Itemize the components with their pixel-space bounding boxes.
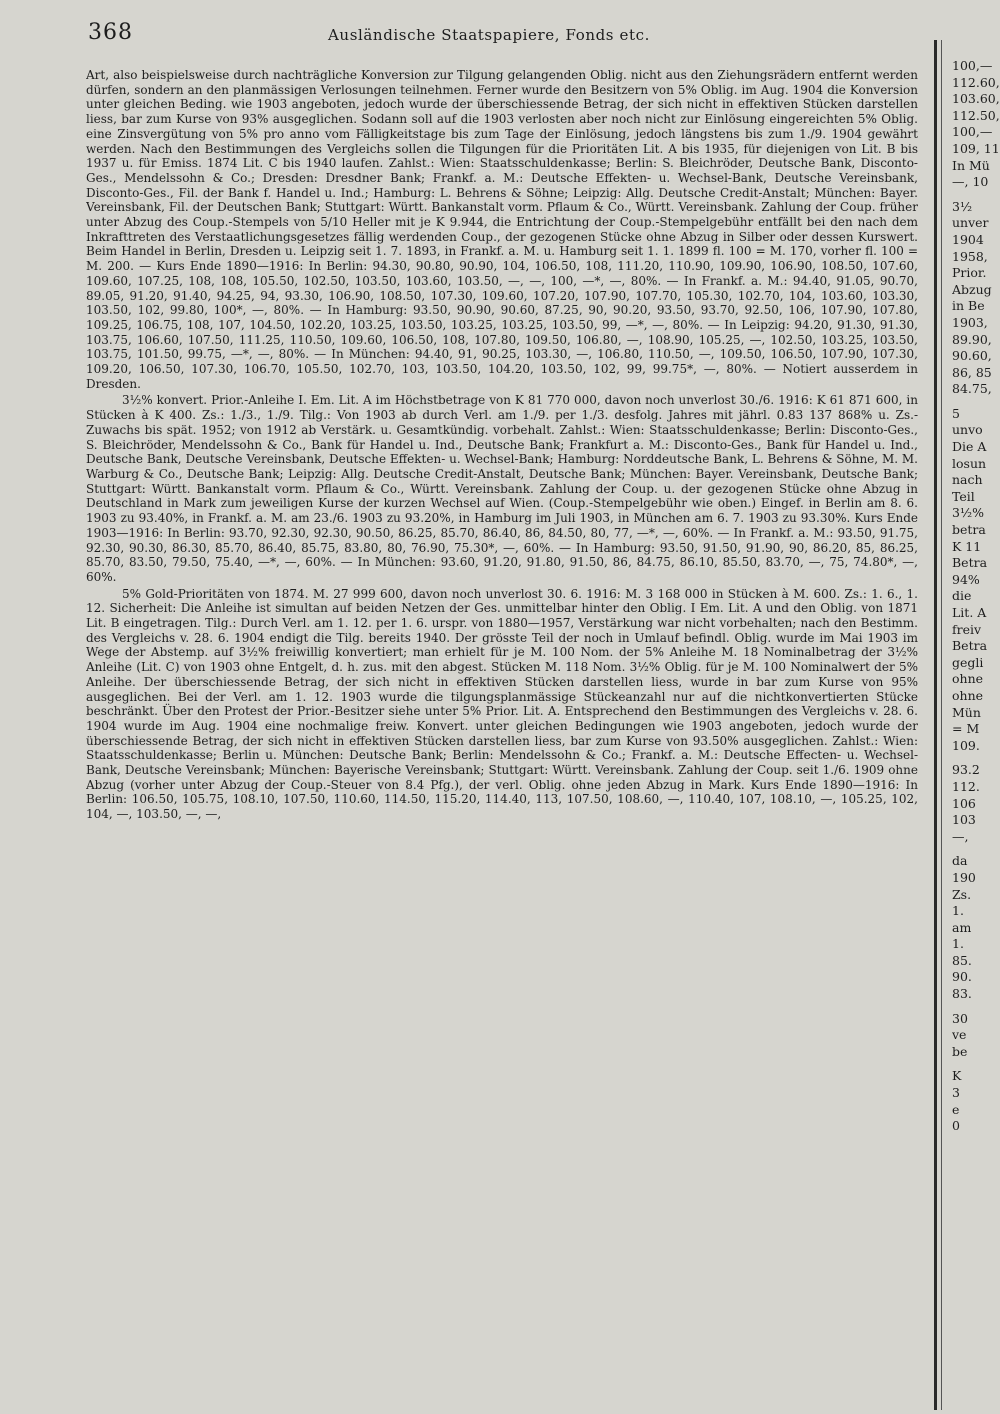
side-column-line: ohne — [952, 671, 984, 687]
page-header — [88, 20, 930, 60]
side-column-line: 84.75, — [952, 381, 992, 397]
side-column-line: ohne — [952, 687, 984, 703]
side-column-line: 3½ — [952, 198, 973, 214]
side-column-line: Abzug — [952, 281, 992, 297]
side-column-line: 90. — [952, 969, 972, 985]
paragraph-3-5pct-konvert-prior-anleihe: 3½% konvert. Prior.-Anleihe I. Em. Lit. A im Höchstbetrage von K 81 770 000, davon noch unverlost 30./6. 1916: K 61 871 600, in Stücken à K 400. Zs.: 1./3., 1./9. Tilg.: Von 1903 ab durch Verl. am 1./9. per 1./3. desfolg. Jahres mit jährl. 0.83 137 868% u. Zs.-Zuwachs bis spät. 1952; von 1912 ab Verstärk. u. Gesamtkündig. vorbehalt. Zahlst.: Wien: Staatsschuldenkasse; Berlin: Disconto-Ges., S. Bleichröder, Mendelssohn & Co., Bank für Handel u. Ind., Deutsche Bank; Frankfurt a. M.: Disconto-Ges., Bank für Handel u. Ind., Deutsche Bank, Deutsche Vereinsbank, Deutsche Effekten- u. Wechsel-Bank; Hamburg: Norddeutsche Bank, L. Behrens & Söhne, M. M. Warburg & Co., Deutsche Bank; Leipzig: Allg. Deutsche Credit-Anstalt, Deutsche Bank; München: Bayer. Vereinsbank, Deutsche Bank; Stuttgart: Württ. Bankanstalt vorm. Pflaum & Co., Württ. Vereinsbank. Zahlung der Coup. u. der gezogenen Stücke ohne Abzug in Deutschland in Mark zum jeweiligen Kurse der kurzen Wechsel auf Wien. (Coup.-Stempelgebühr wie oben.) Eingef. in Berlin am 8. 6. 1903 zu 93.40%, in Frankf. a. M. am 23./6. 1903 zu 93.20%, in Hamburg im Juli 1903, in München am 6. 7. 1903 zu 93.30%. Kurs Ende 1903—1916: In Berlin: 93.70, 92.30, 92.30, 90.50, 86.25, 85.70, 86.40, 86, 84.50, 80, 77, —*, —, 60%. — In Frankf. a. M.: 93.50, 91.75, 92.30, 90.30, 86.30, 85.70, 86.40, 85.75, 83.80, 80, 76.90, 75.30*, —, 60%. — In Hamburg: 93.50, 91.50, 91.90, 90, 86.20, 85, 86.25, 85.70, 83.50, 79.50, 75.40, —*, —, 60%. — In München: 93.60, 91.20, 91.80, 91.50, 86, 84.75, 86.10, 85.50, 83.70, —, 75, 74.80*, —, 60%. — [86, 393, 918, 584]
side-column-line: 3½% — [952, 505, 984, 521]
side-column-line: Die A — [952, 439, 987, 455]
side-column-line — [952, 191, 1000, 199]
side-column-line: 1. — [952, 903, 964, 919]
side-column-line: be — [952, 1043, 968, 1059]
side-column-line: Lit. A — [952, 605, 987, 620]
main-text-column — [86, 68, 918, 1408]
side-column-line — [952, 1060, 1000, 1068]
paragraph-5pct-gold-prioritaeten-1874: 5% Gold-Prioritäten von 1874. M. 27 999 600, davon noch unverlost 30. 6. 1916: M. 3 168 000 in Stücken à M. 600. Zs.: 1. 6., 1. 12. Sicherheit: Die Anleihe ist simultan auf beiden Netzen der Ges. unmittelbar hinter den Oblig. I Em. Lit. A und den Oblig. von 1871 Lit. B eingetragen. Tilg.: Durch Verl. am 1. 12. per 1. 6. urspr. von 1880—1957, Verstärkung war nicht vorbehalten; nach den Bestimm. des Vergleichs v. 28. 6. 1904 endigt die Tilg. bereits 1940. Der grösste Teil der noch in Umlauf befindl. Oblig. wurde im Mai 1903 im Wege der Abstemp. auf 3½% freiwillig konvertiert; man erhielt für je M. 100 Nom. der 5% Anleihe M. 18 Nominalbetrag der 3½% Anleihe (Lit. C) von 1903 ohne Entgelt, d. h. zus. mit den abgest. Stücken M. 118 Nom. 3½% Oblig. für je M. 100 Nominalwert der 5% Anleihe. Der überschiessende Betrag, der sich nicht in effektiven Stücken darstellen liess, wurde in bar zum Kurse von 95% ausgeglichen. Bei der Verl. am 1. 12. 1903 wurde die tilgungsplanmässige Stückeanzahl nur auf die nichtkonvertierten Stücke beschränkt. Über den Protest der Prior.-Besitzer siehe unter 5% Prior. Lit. A. Entsprechend den Bestimmungen des Vergleichs v. 28. 6. 1904 wurde im Aug. 1904 eine nochmalige freiw. Konvert. unter gleichen Bedingungen wie 1903 angeboten, jedoch wurde der überschiessende Betrag, der sich nicht in effektiven Stücken darstellen liess, bar zum Kurse von 93.50% ausgeglichen. Zahlst.: Wien: Staatsschuldenkasse; Berlin u. München: Deutsche Bank; Berlin: Mendelssohn & Co.; Frankf. a. M.: Deutsche Effecten- u. Wechsel-Bank, Deutsche Vereinsbank; München: Bayerische Vereinsbank; Stuttgart: Württ. Vereinsbank. Zahlung der Coup. seit 1./6. 1909 ohne Abzug (vorher unter Abzug der Coup.-Steuer von 8.4 Pfg.), der verl. Oblig. ohne jeden Abzug in Mark. Kurs Ende 1890—1916: In Berlin: 106.50, 105.75, 108.10, 107.50, 110.60, 114.50, 115.20, 114.40, 113, 107.50, 108.60, —, 110.40, 107, 108.10, —, 105.25, 102, 104, —, 103.50, —, —, — [86, 586, 918, 822]
side-column-line: 103.60, — [952, 91, 1000, 107]
side-column-line: 0 — [952, 1118, 960, 1134]
side-column-line: 83. — [952, 986, 972, 1002]
side-column-line: in Be — [952, 298, 985, 314]
side-column-line — [952, 754, 1000, 762]
side-column-line: 1. — [952, 936, 964, 952]
side-column-line: —, 10 — [952, 174, 989, 190]
side-column-line: unvo — [952, 422, 983, 438]
side-column-line: Teil — [952, 488, 975, 504]
side-column-line: 5 — [952, 405, 960, 421]
side-column-line: 100,— — [952, 58, 993, 73]
adjacent-page-column-fragment — [952, 58, 1000, 1414]
side-column-line: Betra — [952, 638, 988, 654]
side-column-line: gegli — [952, 654, 984, 670]
side-column-line: 100,— — [952, 124, 993, 140]
side-column-line: 109. — [952, 737, 980, 753]
side-column-line: die — [952, 588, 972, 604]
running-head: Ausländische Staatspapiere, Fonds etc. — [328, 26, 650, 44]
side-column-line: 1958, — [952, 248, 988, 264]
side-column-line: 103 — [952, 812, 976, 828]
side-column-line: 3 — [952, 1085, 960, 1101]
side-column-line: K — [952, 1068, 962, 1084]
side-column-line: betra — [952, 522, 986, 538]
side-column-line: 112. — [952, 778, 980, 794]
column-divider-rule — [934, 40, 937, 1410]
page-number: 368 — [88, 20, 133, 45]
side-column-line: —, — [952, 828, 969, 844]
side-column-line: Prior. — [952, 265, 987, 281]
side-column-line: 90.60, — [952, 348, 992, 364]
side-column-line: 106 — [952, 795, 976, 811]
side-column-line: 30 — [952, 1010, 968, 1026]
side-column-line: K 11 — [952, 538, 982, 554]
side-column-line: 112.50, — [952, 107, 1000, 123]
side-column-line: Betra — [952, 555, 988, 571]
side-column-line: freiv — [952, 621, 982, 637]
side-column-line: 109, 11 — [952, 140, 1000, 156]
side-column-line: losun — [952, 455, 987, 471]
side-column-line — [952, 1003, 1000, 1011]
side-column-line: ve — [952, 1027, 967, 1043]
side-column-line: Zs. — [952, 886, 972, 902]
side-column-line: am — [952, 919, 972, 935]
side-column-line: In Mü — [952, 157, 990, 173]
paragraph-5pct-prior-continuation: Art, also beispielsweise durch nachträgliche Konversion zur Tilgung gelangenden Oblig. nicht aus den Ziehungsrädern entfernt werden dürfen, sondern an den planmässigen Verlosungen teilnehmen. Ferner wurde den Besitzern von 5% Oblig. im Aug. 1904 die Konversion unter gleichen Beding. wie 1903 angeboten, jedoch wurde der überschiessende Betrag, der sich nicht in effektiven Stücken darstellen liess, bar zum Kurse von 93% ausgeglichen. Sodann soll auf die 1903 verlosten aber noch nicht zur Einlösung eingereichten 5% Oblig. eine Zinsvergütung von 5% pro anno vom Fälligkeitstage bis zum Tage der Einlösung, jedoch längstens bis zum 1./9. 1904 gewährt werden. Nach den Bestimmungen des Vergleichs sollen die Tilgungen für die Prioritäten Lit. A bis 1935, für diejenigen von Lit. B bis 1937 u. für Emiss. 1874 Lit. C bis 1940 laufen. Zahlst.: Wien: Staatsschuldenkasse; Berlin: S. Bleichröder, Deutsche Bank, Disconto-Ges., Mendelssohn & Co.; Dresden: Dresdner Bank; Frankf. a. M.: Deutsche Effekten- u. Wechsel-Bank, Deutsche Vereinsbank, Disconto-Ges., Fil. der Bank f. Handel u. Ind.; Hamburg: L. Behrens & Söhne; Leipzig: Allg. Deutsche Credit-Anstalt; München: Bayer. Vereinsbank, Fil. der Deutschen Bank; Stuttgart: Württ. Bankanstalt vorm. Pflaum & Co., Württ. Vereinsbank. Zahlung der Coup. früher unter Abzug des Coup.-Stempels von 5/10 Heller mit je K 9.944, die Entrichtung der Coup.-Stempelgebühr entfällt bei den nach dem Inkrafttreten des Verstaatlichungsgesetzes fällig werdenden Coup., der gezogenen Stücke ohne Abzug in Silber oder dessen Kurswert. Beim Handel in Berlin, Dresden u. Leipzig seit 1. 7. 1893, in Frankf. a. M. u. Hamburg seit 1. 1. 1899 fl. 100 = M. 170, vorher fl. 100 = M. 200. — Kurs Ende 1890—1916: In Berlin: 94.30, 90.80, 90.90, 104, 106.50, 108, 111.20, 110.90, 109.90, 106.90, 108.50, 107.60, 109.60, 107.25, 108, 108, 105.50, 102.50, 103.50, 103.60, 103.50, —, —, 100, —*, —, 80%. — In Frankf. a. M.: 94.40, 91.05, 90.70, 89.05, 91.20, 91.40, 94.25, 94, 93.30, 106.90, 108.50, 107.30, 109.60, 107.20, 107.90, 107.70, 105.30, 102.70, 104, 103.60, 103.30, 103.50, 102, 99.80, 100*, —, 80%. — In Hamburg: 93.50, 90.90, 90.60, 87.25, 90, 90.20, 93.50, 93.70, 92.50, 106, 107.90, 107.80, 109.25, 106.75, 108, 107, 104.50, 102.20, 103.25, 103.50, 103.25, 103.25, 103.50, 99, —*, —, 80%. — In Leipzig: 94.20, 91.30, 91.30, 103.75, 106.60, 107.50, 111.25, 110.50, 109.60, 106.50, 108, 107.80, 109.50, 106.80, —, 108.90, 105.25, —, 102.50, 103.25, 103.50, 103.75, 101.50, 99.75, —*, —, 80%. — In München: 94.40, 91, 90.25, 103.30, —, 106.80, 110.50, —, 109.50, 106.50, 107.90, 107.30, 109.20, 106.50, 107.30, 106.70, 105.50, 102.70, 103, 103.50, 104.20, 103.50, 102, 99, 99.75*, —, 80%. — Notiert ausserdem in Dresden. — [86, 68, 918, 391]
side-column-line: 112.60, — [952, 74, 1000, 90]
side-column-line: nach — [952, 472, 983, 488]
side-column-line: Mün — [952, 704, 981, 720]
side-column-line: 89.90, — [952, 331, 992, 347]
side-column-line: unver — [952, 215, 989, 231]
side-column-line — [952, 845, 1000, 853]
side-column-line: 94% — [952, 571, 980, 587]
side-column-line: 85. — [952, 952, 972, 968]
side-column-line: 1904 — [952, 231, 984, 247]
side-column-line: 1903, — [952, 314, 988, 330]
side-column-line: 93.2 — [952, 762, 980, 778]
side-column-line: 86, 85 — [952, 364, 992, 380]
side-column-line: 190 — [952, 869, 976, 885]
side-column-line: = M — [952, 721, 980, 737]
side-column-line: e — [952, 1101, 960, 1117]
side-column-line — [952, 398, 1000, 406]
column-divider-rule-thin — [941, 40, 942, 1410]
side-column-line: da — [952, 853, 968, 869]
